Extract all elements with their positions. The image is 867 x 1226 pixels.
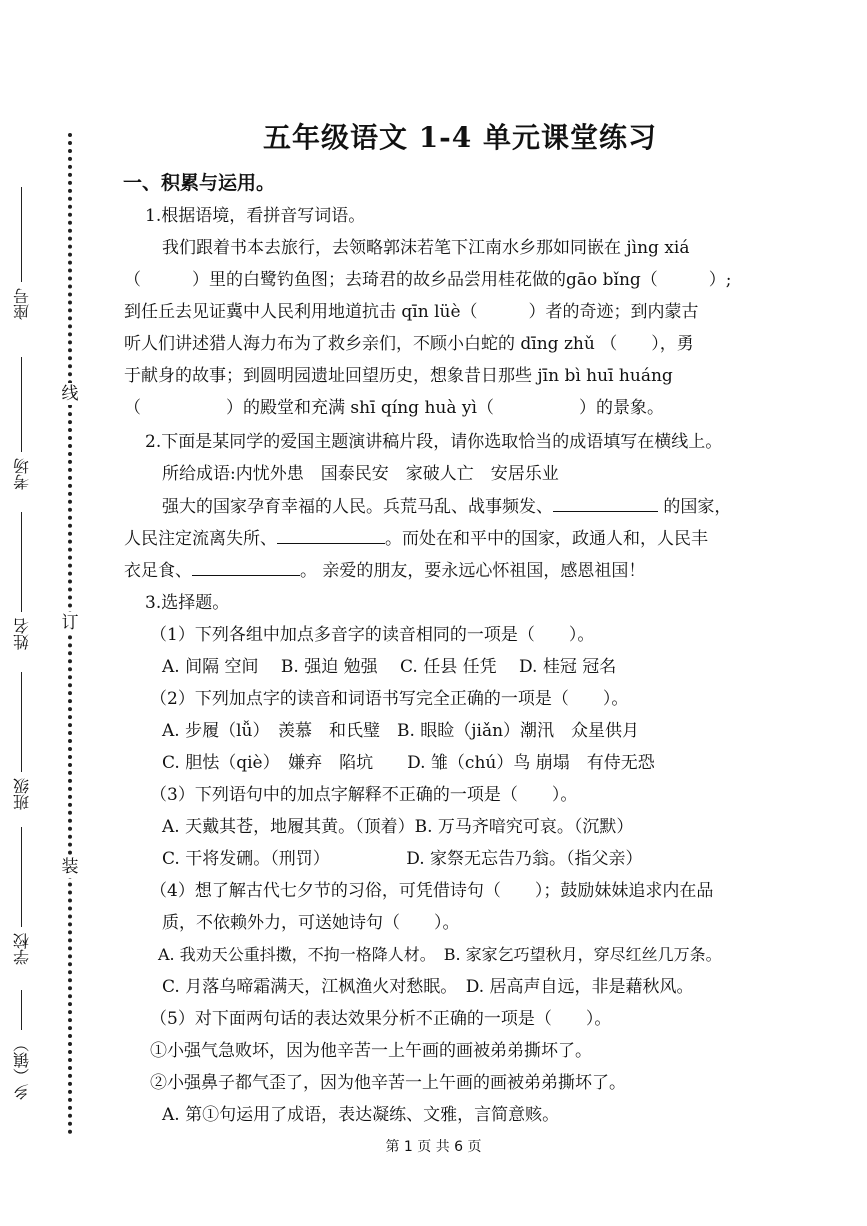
exam-room-label: 考场: [12, 458, 32, 490]
name-blank-line: [22, 512, 23, 612]
question-1-heading: 1.根据语境，看拼音写词语。: [145, 206, 366, 226]
seat-label: 座号: [12, 288, 32, 320]
q2-answer-blank-1[interactable]: [553, 495, 658, 512]
q3-sub-5-option-a: A. 第①句运用了成语，表达凝练、文雅，言简意赅。: [162, 1105, 560, 1125]
q3-sub-5: （5）对下面两句话的表达效果分析不正确的一项是（ ）。: [150, 1009, 612, 1029]
question-3-heading: 3.选择题。: [145, 593, 230, 613]
q2-line-3-text-b: 。 亲爱的朋友，要永远心怀祖国，感恩祖国！: [300, 561, 646, 581]
class-label: 班级: [12, 778, 32, 810]
q2-line-1-text-b: 的国家，: [658, 497, 732, 517]
q2-line-2: [124, 527, 708, 551]
class-field[interactable]: [10, 660, 34, 810]
class-blank-line: [22, 672, 23, 772]
q3-sub-3-options-cd: C. 干将发硎。（刑罚） D. 家祭无忘告乃翁。（指父亲）: [162, 849, 643, 869]
q3-sub-2-options-ab: A. 步履（lǚ） 羡慕 和氏璧 B. 眼睑（jiǎn）潮汛 众星供月: [162, 721, 640, 741]
q2-line-2-text-a: 人民注定流离失所、: [124, 529, 277, 549]
page-number: 第 1 页 共 6 页: [385, 1139, 482, 1155]
q3-sub-3-options-ab: A. 天戴其苍，地履其黄。（顶着）B. 万马齐喑究可哀。（沉默）: [162, 817, 634, 837]
q1-line-1: 我们跟着书本去旅行，去领略郭沫若笔下江南水乡那如同嵌在 jìng xiá: [162, 238, 690, 258]
binding-mark-ding: 订: [61, 613, 79, 633]
page-title: 五年级语文 1-4 单元课堂练习: [262, 121, 658, 154]
q1-line-4: 听人们讲述猎人海力布为了救乡亲们，不顾小白蛇的 dīng zhǔ （ ），勇: [124, 334, 694, 354]
name-field[interactable]: [10, 500, 34, 650]
q3-sub-2: （2）下列加点字的读音和词语书写完全正确的一项是（ ）。: [150, 689, 629, 709]
town-blank-line: [22, 990, 23, 1030]
school-field[interactable]: [10, 815, 34, 965]
school-blank-line: [22, 827, 23, 927]
town-label: 乡（镇）: [12, 1036, 32, 1100]
q3-sub-2-options-cd: C. 胆怯（qiè） 嫌弃 陷坑 D. 雏（chú）鸟 崩塌 有侍无恐: [162, 753, 655, 773]
q3-sub-3: （3）下列语句中的加点字解释不正确的一项是（ ）。: [150, 785, 578, 805]
q2-line-1: [162, 495, 731, 519]
section-heading: 一、积累与运用。: [123, 172, 276, 194]
q3-sub-4: （4）想了解古代七夕节的习俗，可凭借诗句（ ）；鼓励妹妹追求内在品: [150, 881, 714, 901]
name-label: 姓名: [12, 618, 32, 650]
exam-room-blank-line: [22, 357, 23, 452]
q1-line-2: （ ）里的白鹭钓鱼图；去琦君的故乡品尝用桂花做的gāo bǐng（ ）;: [124, 270, 732, 290]
q2-given-idioms: 所给成语:内忧外患 国泰民安 家破人亡 安居乐业: [162, 464, 559, 484]
q2-line-2-text-b: 。而处在和平中的国家，政通人和，人民丰: [385, 529, 708, 549]
binding-dotted-line: [68, 133, 72, 1135]
school-label: 学校: [12, 933, 32, 965]
q2-line-3: [124, 559, 645, 583]
q3-sub-1: （1）下列各组中加点多音字的读音相同的一项是（ ）。: [150, 625, 595, 645]
q3-sub-4-options-cd: C. 月落乌啼霜满天，江枫渔火对愁眠。 D. 居高声自远，非是藉秋风。: [162, 977, 694, 997]
q3-sub-1-options: A. 间隔 空间 B. 强迫 勉强 C. 任县 任凭 D. 桂冠 冠名: [162, 657, 617, 677]
q3-sub-5-sentence-1: ①小强气急败坏，因为他辛苦一上午画的画被弟弟撕坏了。: [150, 1041, 592, 1061]
seat-blank-line: [22, 187, 23, 282]
q2-answer-blank-3[interactable]: [192, 559, 300, 576]
q3-sub-5-sentence-2: ②小强鼻子都气歪了，因为他辛苦一上午画的画被弟弟撕坏了。: [150, 1073, 626, 1093]
q3-sub-4-cont: 质，不依赖外力，可送她诗句（ ）。: [162, 913, 460, 933]
exam-room-field[interactable]: [10, 350, 34, 490]
q1-line-6: （ ）的殿堂和充满 shī qíng huà yì（ ）的景象。: [124, 398, 664, 418]
seat-field[interactable]: [10, 180, 34, 320]
q1-line-3: 到任丘去见证冀中人民利用地道抗击 qīn lüè（ ）者的奇迹；到内蒙古: [124, 302, 699, 322]
q2-line-3-text-a: 衣足食、: [124, 561, 192, 581]
binding-mark-zhuang: 装: [61, 857, 79, 877]
town-field[interactable]: [10, 990, 34, 1100]
q3-sub-4-options-ab: A. 我劝天公重抖擞，不拘一格降人材。 B. 家家乞巧望秋月，穿尽红丝几万条。: [158, 945, 722, 964]
q1-line-5: 于献身的故事；到圆明园遗址回望历史，想象昔日那些 jīn bì huī huáng: [124, 366, 673, 386]
q2-line-1-text-a: 强大的国家孕育幸福的人民。兵荒马乱、战事频发、: [162, 497, 553, 517]
q2-answer-blank-2[interactable]: [277, 527, 385, 544]
question-2-heading: 2.下面是某同学的爱国主题演讲稿片段，请你选取恰当的成语填写在横线上。: [145, 432, 723, 452]
binding-mark-xian: 线: [61, 384, 79, 404]
